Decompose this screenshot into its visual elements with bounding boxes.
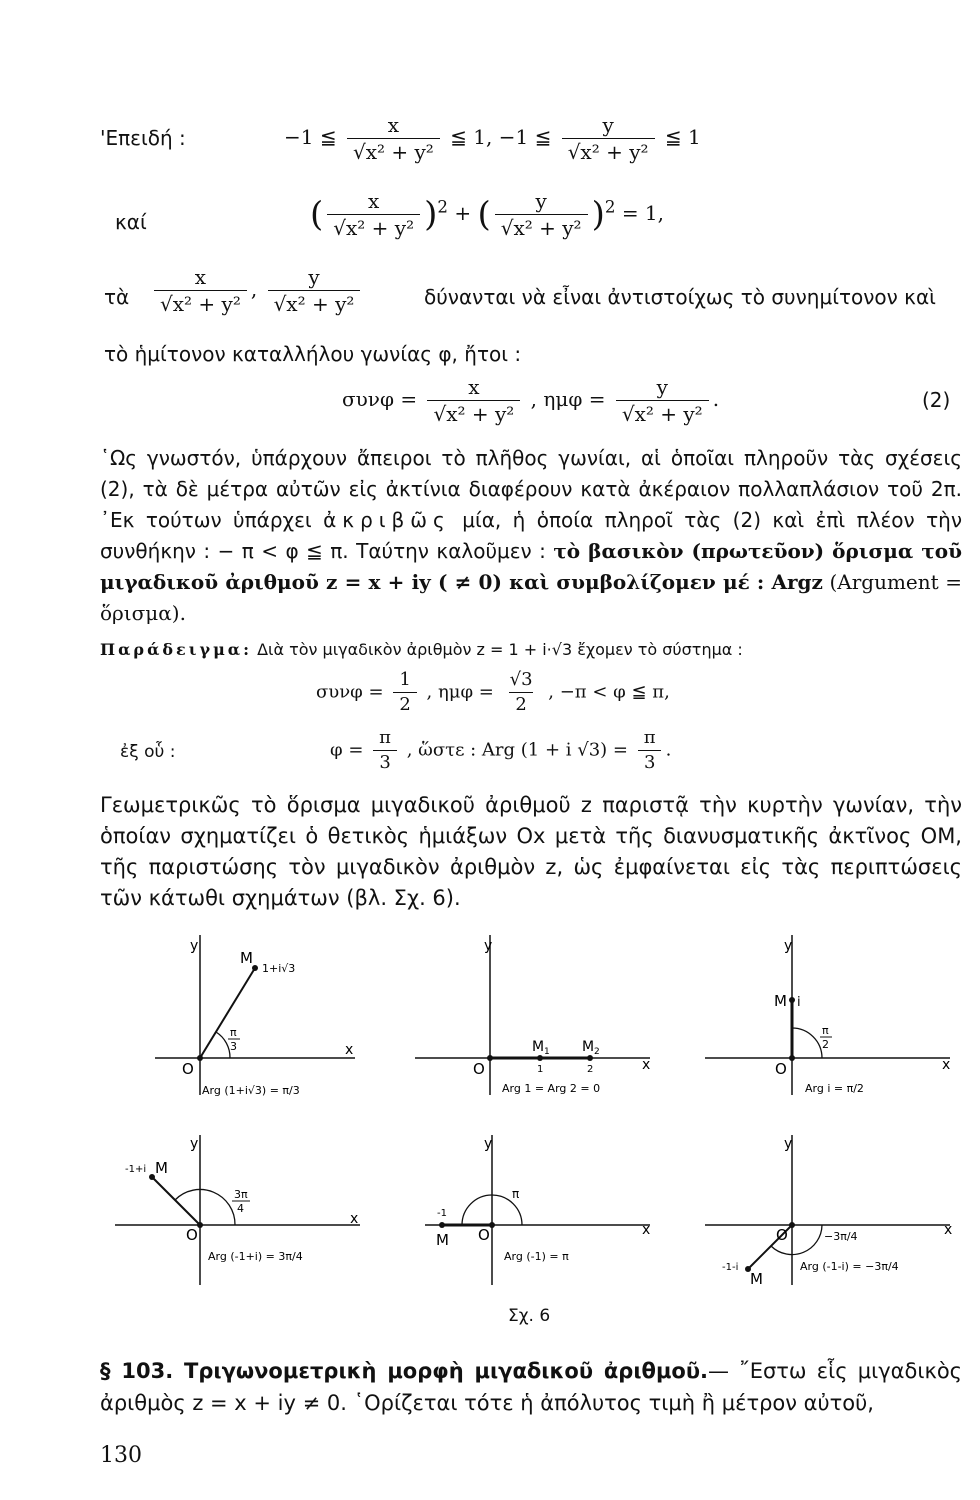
m-value: -1 (437, 1208, 447, 1219)
eq3-label: τὰ (104, 285, 130, 309)
y-label: y (784, 1136, 793, 1152)
eq4-frac1 (427, 376, 520, 425)
example-cos: συνφ = (316, 681, 384, 703)
angle-label: −3π/4 (824, 1230, 858, 1243)
para1-text-b: μία, ἡ ὁποία πληροῖ τὰς (2) καὶ ἐπὶ πλέον τὴν συνθήκην : − π < φ ≦ π. Ταύτην καλοῦμεν : (100, 508, 963, 563)
m-value: i (797, 995, 801, 1010)
eq4-num1: x (468, 375, 480, 399)
example-hoste: , ὥστε : Arg (1 + i √3) = (406, 739, 629, 761)
point-m (439, 1222, 445, 1228)
angle-num: π (822, 1024, 829, 1037)
example-whence: ἐξ οὗ : (120, 742, 176, 762)
figure-1 (150, 930, 380, 1105)
m-label: M (155, 1159, 168, 1177)
x-label: x (944, 1222, 953, 1238)
eq1-formula (284, 114, 701, 163)
section-text: — ῎Εστω εἷς μιγαδικὸς ἀριθμὸς z = x + iy ≠ 0. ῾Ορίζεται τότε ἡ ἀπόλυτος τιμὴ ἢ μέτρον αὐτοῦ, (100, 1359, 962, 1415)
angle-num: π (230, 1026, 237, 1039)
eq2-label: καί (115, 210, 147, 234)
eq1-left: −1 ≦ (284, 125, 337, 149)
caption-1: Arg (1+i√3) = π/3 (202, 1084, 300, 1097)
page-number: 130 (100, 1443, 142, 1468)
m-value: -1+i (125, 1164, 147, 1175)
example-result: φ = $\frac{\pi}{3}$ , ὥστε : Arg (1 + i √3) = $\frac{\pi}{3}$ . (330, 727, 672, 773)
caption-4: Arg (-1+i) = 3π/4 (208, 1250, 303, 1263)
eq2-frac2 (495, 190, 588, 239)
eq3-num2: y (308, 265, 320, 289)
eq2-paren: ) (424, 194, 438, 235)
eq3-num1: x (194, 265, 207, 289)
example-phi: φ = (330, 739, 364, 761)
example-sin: , ημφ = (426, 681, 494, 703)
origin-point (197, 1222, 203, 1228)
y-label: y (484, 1136, 493, 1152)
point-m1 (537, 1055, 543, 1061)
paragraph-1 (100, 443, 962, 629)
figure-5 (420, 1130, 660, 1290)
eq4-cos: συνφ = (342, 387, 418, 411)
m1-label: M (532, 1039, 545, 1055)
example-text: Διὰ τὸν μιγαδικὸν ἀριθμὸν z = 1 + i·√3 ἔχομεν τὸ σύστημα : (257, 640, 743, 659)
eq3-den2: √x² + y² (268, 290, 361, 315)
eq2-square1: 2 (437, 197, 448, 217)
origin-point (489, 1222, 495, 1228)
point-m (789, 997, 795, 1003)
angle-label: π (512, 1187, 520, 1201)
origin-point (487, 1055, 493, 1061)
y-label: y (484, 938, 493, 954)
example-phi-num: π (379, 727, 391, 748)
figure-2 (410, 930, 660, 1105)
example-sin-frac (504, 670, 539, 715)
example-cos-num: 1 (399, 669, 411, 690)
eq1-frac2 (562, 114, 655, 163)
example-system (316, 670, 670, 715)
example-sin-den: 2 (509, 692, 532, 715)
y-label: y (190, 938, 199, 954)
caption-2: Arg 1 = Arg 2 = 0 (502, 1082, 601, 1095)
origin-point (197, 1055, 203, 1061)
origin-point (789, 1222, 795, 1228)
angle-den: 2 (822, 1038, 829, 1051)
x-label: x (642, 1222, 651, 1238)
figure-3 (700, 930, 960, 1105)
eq4-formula: συνφ = $\frac{x}{\text{√x² + y²}}$ , ημφ = $\frac{y}{\text{√x² + y²}}$ . (342, 375, 720, 426)
eq2-num1: x (368, 189, 380, 213)
m-label: M (240, 949, 253, 967)
eq2-num2: y (535, 189, 547, 213)
eq2-den2: √x² + y² (495, 214, 588, 239)
m2-value: 2 (587, 1064, 594, 1075)
m2-subscript: 2 (594, 1047, 600, 1057)
eq2-formula (310, 190, 664, 239)
example-label: Παράδειγμα: (100, 640, 253, 659)
eq2-plus: + (454, 201, 472, 225)
eq1-num2: y (602, 113, 614, 137)
example-arg-frac (638, 728, 662, 773)
vector-om (152, 1177, 200, 1225)
eq1-label: 'Επειδή : (100, 126, 186, 150)
angle-num: 3π (234, 1188, 248, 1201)
caption-3: Arg i = π/2 (805, 1082, 864, 1095)
eq3-frac2 (268, 266, 361, 315)
m-label: M (750, 1270, 763, 1288)
angle-den: 3 (230, 1040, 237, 1053)
para1-text-a: ῾Ως γνωστόν, ὑπάρχουν ἄπειροι τὸ πλῆθος γωνίαι, αἱ ὁποῖαι πληροῦν τὰς σχέσεις (2), τὰ δὲ μέτρα αὐτῶν εἰς ἀκτίνια διαφέρουν κατὰ ἀκέραιον πολλαπλάσιον τοῦ 2π. ᾿Εκ τούτων ὑπάρχει (100, 446, 962, 532)
eq2-den1: √x² + y² (327, 214, 420, 239)
section-heading: § 103. Τριγωνομετρικὴ μορφὴ μιγαδικοῦ ἀριθμοῦ. (100, 1359, 708, 1383)
angle-arc (216, 1032, 230, 1058)
section-103 (100, 1355, 962, 1419)
paragraph-2: Γεωμετρικῶς τὸ ὅρισμα μιγαδικοῦ ἀριθμοῦ z παριστᾷ τὴν κυρτὴν γωνίαν, τὴν ὁποίαν σχηματίζει ὁ θετικὸς ἡμιάξων Οx μετὰ τῆς διανυσματικῆς ἀκτῖνος ΟΜ, τῆς παριστώσης τὸν μιγαδικὸν ἀριθμὸν z, ὡς ἐμφαίνεται εἰς τὰς περιπτώσεις τῶν κάτωθι σχημάτων (βλ. Σχ. 6). (100, 793, 962, 910)
y-label: y (784, 938, 793, 954)
eq2-end: = 1, (621, 201, 665, 225)
eq3-den1: √x² + y² (154, 290, 247, 315)
origin-label: O (473, 1060, 485, 1078)
point-m2 (587, 1055, 593, 1061)
m2-label: M (582, 1039, 595, 1055)
eq1-frac1 (347, 114, 440, 163)
figure-4 (110, 1130, 370, 1290)
eq4-num2: y (656, 375, 668, 399)
example-sin-num: √3 (509, 669, 533, 690)
origin-label: O (776, 1226, 788, 1244)
eq3-formula: $\frac{x}{\text{√x² + y²}}$ , $\frac{y}{\text{√x² + y²}}$ (150, 266, 364, 315)
x-label: x (350, 1211, 359, 1227)
angle-den: 4 (237, 1202, 244, 1215)
m-label: M (774, 992, 787, 1010)
example-arg-den: 3 (638, 750, 661, 773)
m-label: M (436, 1231, 449, 1249)
figure-6 (700, 1130, 962, 1290)
caption-6: Arg (-1-i) = −3π/4 (800, 1260, 899, 1273)
eq3-frac1 (154, 266, 247, 315)
eq2-square2: 2 (604, 197, 616, 217)
eq4-den2: √x² + y² (616, 400, 709, 425)
m1-value: 1 (537, 1064, 544, 1075)
origin-label: O (186, 1226, 198, 1244)
example-cos-frac (393, 670, 416, 715)
x-label: x (642, 1057, 651, 1073)
m1-subscript: 1 (544, 1047, 550, 1057)
origin-label: O (478, 1226, 490, 1244)
example-range: , −π < φ ≦ π, (548, 681, 670, 703)
x-label: x (942, 1057, 951, 1073)
x-label: x (345, 1042, 354, 1058)
eq1-num1: x (387, 113, 400, 137)
example-arg-num: π (643, 727, 656, 748)
origin-label: O (775, 1060, 787, 1078)
eq2-frac1 (327, 190, 420, 239)
eq2-paren: ( (477, 194, 491, 235)
eq1-mid: ≦ 1, −1 ≦ (450, 125, 552, 149)
example-cos-den: 2 (393, 692, 416, 715)
y-label: y (190, 1136, 199, 1152)
angle-arc (792, 1028, 822, 1058)
eq3-text: δύνανται νὰ εἶναι ἀντιστοίχως τὸ συνημίτονον καὶ (424, 285, 936, 309)
angle-arc (175, 1189, 235, 1225)
eq1-den1: √x² + y² (347, 138, 440, 163)
eq1-den2: √x² + y² (562, 138, 655, 163)
eq4-tag: (2) (922, 388, 951, 412)
line4: τὸ ἡμίτονον καταλλήλου γωνίας φ, ἤτοι : (104, 342, 522, 366)
para1-text-c: (Argument = ὅρισμα). (100, 570, 963, 625)
eq2-paren: ( (310, 194, 324, 235)
m-value: 1+i√3 (262, 962, 296, 975)
origin-point (789, 1055, 795, 1061)
caption-5: Arg (-1) = π (504, 1250, 569, 1263)
eq4-frac2 (616, 376, 709, 425)
example-phi-den: 3 (373, 750, 396, 773)
para1-spaced: ἀκριβῶς (323, 508, 451, 532)
figure-caption: Σχ. 6 (508, 1306, 551, 1326)
eq4-den1: √x² + y² (427, 400, 520, 425)
eq4-sin: , ημφ = (530, 387, 606, 411)
eq1-right: ≦ 1 (664, 125, 701, 149)
para1-bold: τὸ βασικὸν (πρωτεῦον) ὅρισμα τοῦ μιγαδικοῦ ἀριθμοῦ z = x + iy ( ≠ 0) καὶ συμβολίζομεν μέ : Argz (100, 539, 962, 594)
origin-label: O (182, 1060, 194, 1078)
example-line (100, 640, 743, 659)
example-phi-frac (373, 728, 397, 773)
eq2-paren: ) (591, 194, 605, 235)
m-value: -1-i (722, 1262, 739, 1273)
